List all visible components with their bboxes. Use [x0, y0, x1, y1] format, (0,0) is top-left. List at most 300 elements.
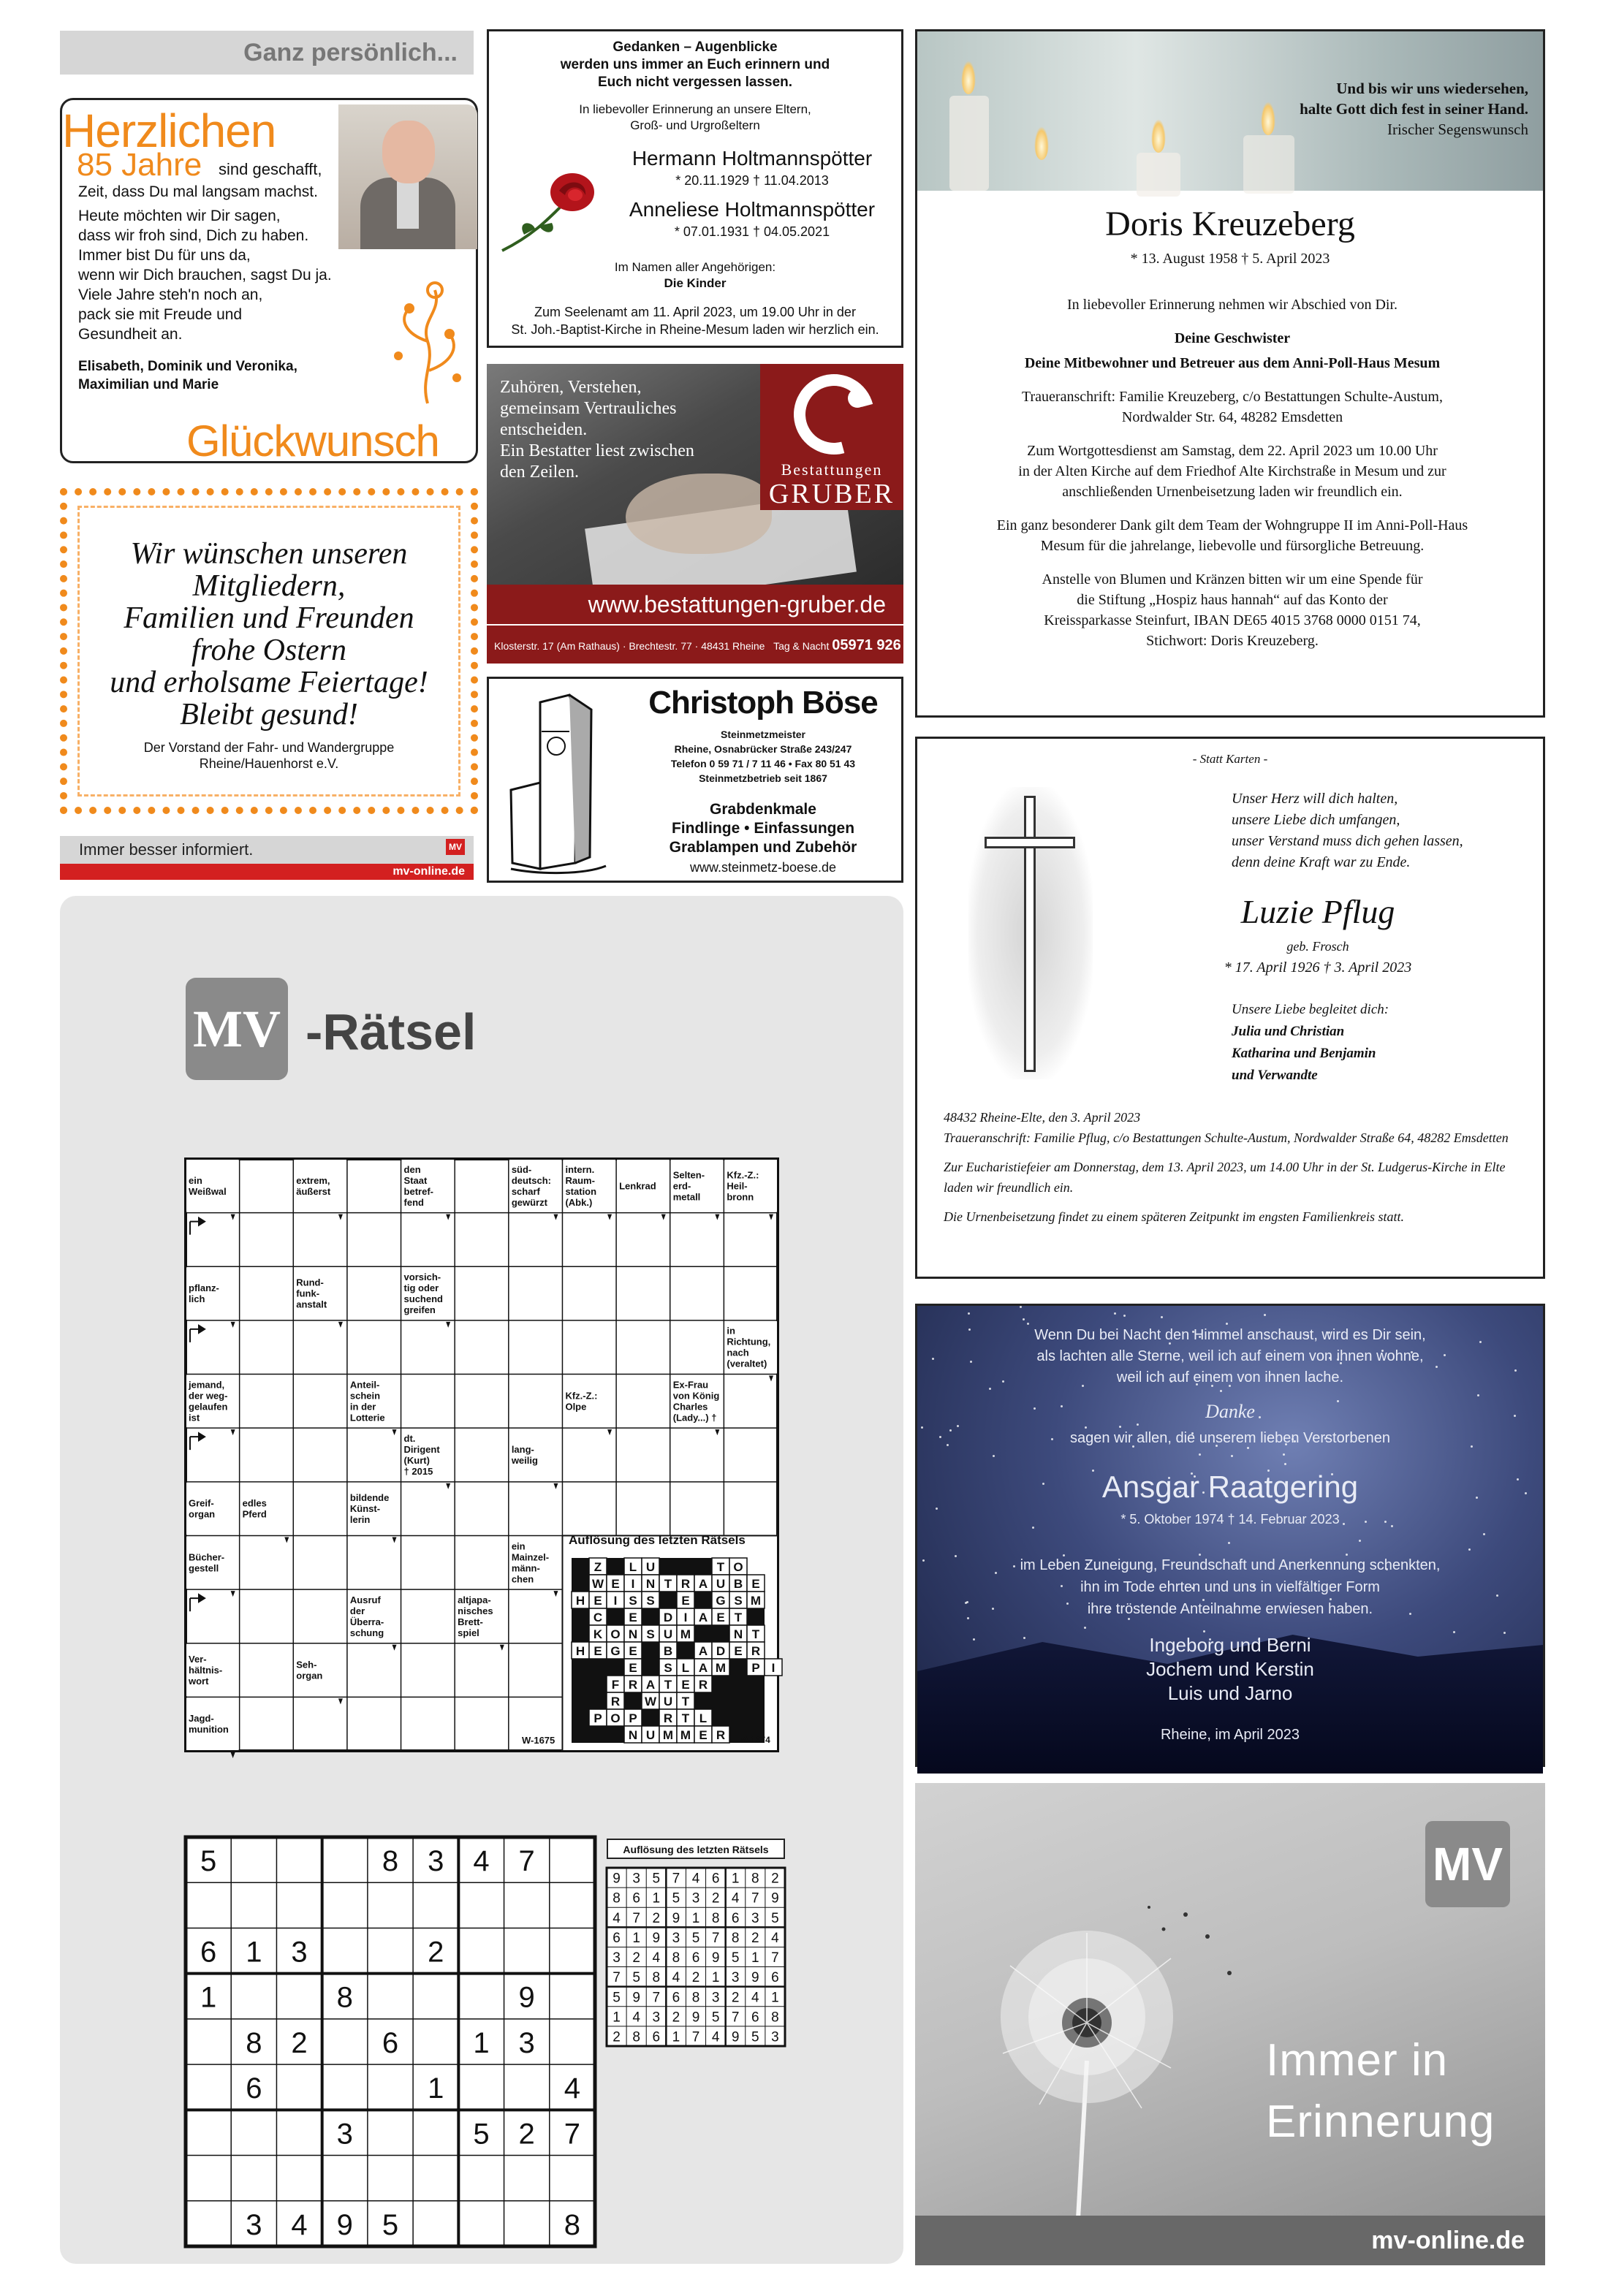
svg-text:Selten-: Selten- [672, 1169, 705, 1181]
solution-letter: E [629, 1661, 637, 1675]
star [1220, 1390, 1222, 1392]
svg-text:gelaufen: gelaufen [189, 1401, 228, 1413]
svg-text:organ: organ [189, 1508, 216, 1520]
solution-letter: T [681, 1711, 690, 1725]
birthday-poem-line: pack sie mit Freude und [78, 306, 243, 323]
svg-text:Staat: Staat [403, 1174, 428, 1186]
besser-url[interactable]: mv-online.de [60, 864, 474, 880]
sudoku-digit: 1 [246, 1936, 262, 1969]
svg-text:nisches: nisches [458, 1605, 493, 1616]
sudoku-digit: 9 [336, 2208, 353, 2241]
sudoku-solution-digit: 8 [652, 1970, 661, 1986]
crossword-clue [724, 1160, 777, 1220]
solution-letter: H [575, 1644, 585, 1658]
ansgar-sagen: sagen wir allen, die unserem lieben Verstorbenen [1069, 1430, 1391, 1446]
svg-text:Ausruf: Ausruf [349, 1594, 381, 1605]
svg-text:Mainzel-: Mainzel- [511, 1551, 550, 1563]
luzie-statt-karten: - Statt Karten - [1192, 752, 1268, 766]
doris-address: Traueranschrift: Familie Kreuzeberg, c/o Bestattungen Schulte-Austum, Nordwalder Str. 64, 48282 Emsdetten [1022, 389, 1443, 425]
star [1228, 1542, 1230, 1544]
crossword-clue [402, 1160, 455, 1220]
sudoku-digit: 3 [518, 2026, 535, 2059]
crossword-clue [240, 1483, 293, 1543]
sudoku-solution-digit: 5 [711, 2010, 720, 2026]
doris-service: Zum Wortgottesdienst am Samstag, dem 22. April 2023 um 10.00 Uhr in der Alten Kirche auf dem Friedhof Alte Kirchstraße in Mesum und zur anschließenden Urnenbeisetzung laden wir freundlich ein. [1018, 443, 1446, 500]
sudoku-solution-digit: 2 [613, 2029, 621, 2045]
crossword-clue [455, 1590, 508, 1651]
sudoku-solution-digit: 9 [691, 2010, 700, 2026]
sudoku-solution-digit: 2 [751, 1930, 759, 1946]
solution-letter: T [664, 1678, 672, 1692]
sudoku-solution-digit: 1 [771, 1990, 779, 2006]
birthday-footer: Glückwunsch [186, 417, 439, 465]
svg-text:Pferd: Pferd [242, 1508, 267, 1520]
sudoku-solution-digit: 1 [691, 1910, 700, 1926]
birthday-poem-line: Immer bist Du für uns da, [78, 247, 251, 264]
gruber-address: Klosterstr. 17 (Am Rathaus) · Brechtestr. 77 · 48431 Rheine [494, 640, 765, 652]
sudoku-solution-digit: 7 [613, 1970, 621, 1986]
solution-letter: D [663, 1611, 673, 1624]
sudoku-solution-digit: 3 [771, 2029, 779, 2045]
sudoku-solution-digit: 5 [691, 1930, 700, 1946]
star [1284, 1463, 1286, 1465]
svg-text:Heil-: Heil- [727, 1180, 748, 1192]
solution-letter: U [645, 1560, 656, 1574]
sudoku-solution-digit: 7 [771, 1950, 779, 1966]
raetsel-title: -Rätsel [306, 1003, 477, 1060]
crossword-clue [186, 1267, 239, 1328]
svg-text:station: station [565, 1185, 597, 1197]
solution-letter: C [593, 1611, 603, 1624]
svg-text:wort: wort [189, 1676, 209, 1687]
gruber-phone: 05971 926 [832, 637, 901, 653]
crossword-clue [509, 1429, 562, 1489]
svg-text:metall: metall [672, 1191, 701, 1203]
holt-dates-2: * 07.01.1931 † 04.05.2021 [674, 224, 830, 239]
boese-url[interactable]: www.steinmetz-boese.de [689, 860, 837, 875]
star [1483, 1533, 1485, 1535]
solution-letter: K [593, 1627, 603, 1641]
sudoku-solution-digit: 3 [632, 1871, 640, 1887]
svg-text:weilig: weilig [511, 1455, 538, 1466]
solution-letter: S [629, 1594, 637, 1608]
solution-letter: A [698, 1577, 708, 1591]
svg-text:Brett-: Brett- [458, 1616, 483, 1627]
sudoku-solution-digit: 9 [632, 1990, 640, 2006]
doris-siblings: Deine Geschwister [1174, 330, 1291, 346]
sudoku-solution-digit: 8 [672, 1950, 680, 1966]
gruber-slogan: Zuhören, Verstehen, gemeinsam Vertrauliches entscheiden. Ein Bestatter liest zwischen den Zeilen. [500, 378, 694, 482]
sudoku-digit: 6 [246, 2072, 262, 2105]
solution-letter: W [644, 1695, 657, 1708]
gruber-brand: GRUBER [768, 479, 895, 509]
sudoku-solution-digit: 5 [731, 1950, 740, 1966]
solution-letter: I [631, 1577, 635, 1591]
sudoku-digit: 2 [291, 2026, 308, 2059]
svg-text:funk-: funk- [296, 1288, 320, 1299]
svg-text:bildende: bildende [349, 1492, 390, 1504]
luzie-dates: * 17. April 1926 † 3. April 2023 [1224, 959, 1412, 976]
solution-letter: B [663, 1644, 673, 1658]
svg-text:organ: organ [296, 1670, 323, 1681]
star [1231, 1455, 1233, 1457]
doris-donation: Anstelle von Blumen und Kränzen bitten wir um eine Spende für die Stiftung „Hospiz haus hannah“ auf das Konto der Kreissparkasse Steinfurt, IBAN DE65 4015 3768 0000 0151 74, Stichwort: Doris Kreuzeberg. [1042, 571, 1423, 649]
svg-text:männ-: männ- [511, 1562, 540, 1574]
svg-text:Lotterie: Lotterie [349, 1412, 385, 1423]
svg-text:spiel: spiel [458, 1627, 479, 1638]
luzie-address: Traueranschrift: Familie Pflug, c/o Bestattungen Schulte-Austum, Nordwalder Straße 64, 48282 Emsdetten [944, 1130, 1509, 1145]
mv-besser-informiert-ad [60, 836, 474, 880]
solution-letter: N [733, 1627, 743, 1641]
ansgar-place: Rheine, im April 2023 [1160, 1727, 1300, 1743]
sudoku-solution-digit: 6 [731, 1910, 740, 1926]
svg-text:Anteil-: Anteil- [349, 1379, 380, 1391]
sudoku-digit: 4 [291, 2208, 308, 2241]
crossword-code: W-1675 [522, 1735, 555, 1746]
svg-text:chen: chen [511, 1573, 534, 1585]
sudoku-solution-digit: 5 [613, 1990, 621, 2006]
sudoku-digit: 6 [200, 1936, 217, 1969]
luzie-service: Zur Eucharistiefeier am Donnerstag, dem 13. April 2023, um 14.00 Uhr in der St. Ludgerus-Kirche in Elte laden wir freundlich ein. [944, 1160, 1506, 1195]
solution-letter: S [646, 1627, 655, 1641]
gruber-url[interactable]: www.bestattungen-gruber.de [487, 585, 903, 624]
sudoku-solution [607, 1868, 785, 2046]
sudoku-solution-digit: 6 [691, 1950, 700, 1966]
svg-text:Olpe: Olpe [565, 1401, 587, 1413]
solution-letter: U [663, 1627, 673, 1641]
svg-text:erd-: erd- [672, 1180, 691, 1192]
svg-text:äußerst: äußerst [296, 1185, 331, 1197]
solution-letter: A [698, 1644, 708, 1658]
solution-letter: E [699, 1728, 708, 1742]
svg-text:pflanz-: pflanz- [189, 1282, 219, 1294]
sudoku-solution-digit: 5 [771, 1910, 779, 1926]
mv-logo-icon: MV [186, 978, 288, 1080]
svg-text:extrem,: extrem, [296, 1174, 330, 1186]
solution-letter: L [681, 1661, 690, 1675]
dandelion-icon [966, 1893, 1244, 2258]
birthday-names: Elisabeth, Dominik und Veronika, Maximilian und Marie [78, 359, 297, 392]
sudoku-solution-digit: 8 [632, 2029, 640, 2045]
solution-letter: E [751, 1577, 760, 1591]
star [1114, 1312, 1116, 1315]
luzie-details [944, 1107, 1528, 1236]
ansgar-dates: * 5. Oktober 1974 † 14. Februar 2023 [1120, 1512, 1340, 1527]
svg-text:gewürzt: gewürzt [511, 1196, 547, 1208]
sudoku-solution-digit: 9 [711, 1950, 720, 1966]
solution-letter: M [750, 1594, 762, 1608]
solution-letter: I [771, 1661, 775, 1675]
svg-text:Kfz.-Z.:: Kfz.-Z.: [565, 1390, 598, 1402]
sudoku-solution-digit: 8 [691, 1990, 700, 2006]
sudoku-solution-digit: 3 [613, 1950, 621, 1966]
svg-text:Charles: Charles [672, 1401, 708, 1413]
crossword-clue [348, 1375, 401, 1436]
sudoku-solution-digit: 4 [652, 1950, 661, 1966]
crossword-clue [186, 1644, 239, 1705]
sudoku-digit: 2 [428, 1936, 444, 1969]
sudoku-digit: 8 [382, 1845, 399, 1878]
crossword-solution [569, 1536, 839, 1741]
solution-letter: B [733, 1577, 743, 1591]
gruber-phone-label: Tag & Nacht [773, 640, 830, 652]
solution-letter: R [663, 1711, 673, 1725]
crossword-clue [617, 1160, 670, 1220]
erinnerung-text: Immer in Erinnerung [1266, 2035, 1495, 2147]
holt-relatives-names: Die Kinder [664, 276, 727, 290]
birthday-poem-line: dass wir froh sind, Dich zu haben. [78, 227, 309, 244]
red-rose-icon [495, 163, 604, 258]
svg-text:Kfz.-Z.:: Kfz.-Z.: [727, 1169, 759, 1181]
solution-letter: L [629, 1560, 637, 1574]
holt-relatives [489, 259, 901, 292]
birthday-poem-line: wenn wir Dich brauchen, sagst Du ja. [78, 267, 332, 284]
solution-letter: P [629, 1711, 637, 1725]
doris-quote-line-2: halte Gott dich fest in seiner Hand. [1300, 100, 1528, 118]
sudoku-solution-digit: 6 [771, 1970, 779, 1986]
holt-relatives-label: Im Namen aller Angehörigen: [614, 260, 776, 274]
easter-ad [60, 488, 478, 814]
solution-letter: R [680, 1577, 691, 1591]
sudoku-digit: 1 [473, 2026, 490, 2059]
luzie-burial: Die Urnenbeisetzung findet zu einem späteren Zeitpunkt im engsten Familienkreis statt. [944, 1209, 1405, 1224]
sudoku-digit: 6 [382, 2026, 399, 2059]
sudoku-solution-digit: 2 [711, 1890, 720, 1907]
solution-letter: S [664, 1661, 672, 1675]
sudoku-solution-digit: 1 [613, 2010, 621, 2026]
sudoku-solution-digit: 8 [731, 1930, 740, 1946]
sudoku-digit: 7 [518, 1845, 535, 1878]
immer-in-erinnerung-ad [915, 1783, 1545, 2265]
sudoku-solution-digit: 9 [731, 2029, 740, 2045]
svg-text:greifen: greifen [403, 1304, 436, 1316]
sudoku-solution-digit: 5 [751, 2029, 759, 2045]
solution-letter: U [663, 1695, 673, 1708]
star [936, 1508, 938, 1510]
sudoku-solution-digit: 9 [652, 1930, 661, 1946]
star [1119, 1426, 1121, 1428]
star [968, 1312, 970, 1315]
luzie-family [1232, 999, 1539, 1087]
svg-text:nach: nach [727, 1347, 749, 1358]
ansgar-danke: Danke [1205, 1401, 1255, 1422]
svg-text:Bücher-: Bücher- [189, 1551, 225, 1563]
gruber-logo [760, 364, 903, 510]
sudoku-solution-digit: 7 [632, 1910, 640, 1926]
crossword-clue [509, 1160, 562, 1220]
svg-text:Dirigent: Dirigent [403, 1444, 440, 1455]
banner-ganz-persoenlich: Ganz persönlich... [60, 31, 474, 75]
solution-letter: S [734, 1594, 743, 1608]
svg-text:bronn: bronn [727, 1191, 754, 1203]
gruber-logo-icon [779, 360, 889, 469]
solution-letter: T [681, 1695, 690, 1708]
sudoku-digit: 8 [336, 1981, 353, 2014]
svg-text:Rund-: Rund- [296, 1277, 324, 1288]
solution-letter: E [681, 1594, 690, 1608]
crossword-clue [724, 1321, 777, 1382]
sudoku-digit: 1 [200, 1981, 217, 2014]
ansgar-poem: Wenn Du bei Nacht den Himmel anschaust, wird es Dir sein, als lachten alle Sterne, weil ich auf einem von ihnen wohne, weil ich auf einem von ihnen lache. [1034, 1327, 1426, 1385]
svg-text:(Lady...) †: (Lady...) † [672, 1412, 717, 1423]
birthday-poem-line: Gesundheit an. [78, 326, 183, 343]
doris-caregivers: Deine Mitbewohner und Betreuer aus dem Anni-Poll-Haus Mesum [1024, 355, 1441, 371]
sudoku-solution-digit: 4 [672, 1970, 680, 1986]
sudoku-solution-digit: 6 [751, 2010, 759, 2026]
sudoku-solution-digit: 2 [691, 1970, 700, 1986]
sudoku-solution-digit: 3 [731, 1970, 740, 1986]
star [1203, 1630, 1205, 1632]
solution-letter: T [751, 1627, 760, 1641]
easter-greeting: Wir wünschen unseren Mitgliedern, Familien und Freunden frohe Ostern und erholsame Feiertage! Bleibt gesund! [110, 537, 428, 731]
solution-letter: O [610, 1711, 621, 1725]
sudoku-solution-digit: 4 [731, 1890, 740, 1907]
luzie-place-date: 48432 Rheine-Elte, den 3. April 2023 [944, 1110, 1141, 1125]
svg-text:dt.: dt. [403, 1433, 416, 1444]
sudoku-solution-digit: 4 [632, 2010, 640, 2026]
sudoku-digit: 2 [518, 2118, 535, 2151]
crossword-clue [402, 1267, 455, 1328]
sudoku-solution-digit: 5 [652, 1871, 661, 1887]
crossword-clue [186, 1536, 239, 1597]
luzie-poem: Unser Herz will dich halten, unsere Liebe dich umfangen, unser Verstand muss dich gehen lassen, denn deine Kraft war zu Ende. [1232, 791, 1463, 870]
gruber-address-bar [487, 624, 903, 664]
sudoku-solution-digit: 4 [771, 1930, 779, 1946]
svg-text:Künst-: Künst- [349, 1503, 381, 1515]
star [957, 1425, 959, 1427]
solution-letter: O [733, 1560, 743, 1574]
doris-body [932, 294, 1533, 664]
sudoku-solution-digit: 7 [711, 1930, 720, 1946]
svg-text:† 2015: † 2015 [403, 1466, 433, 1477]
svg-text:lich: lich [189, 1293, 205, 1305]
ansgar-body: im Leben Zuneigung, Freundschaft und Anerkennung schenkten, ihn im Tode ehrten und uns in vielfältiger Form ihre tröstende Anteilnahme erwiesen haben. [1020, 1557, 1441, 1617]
solution-letter: G [716, 1594, 726, 1608]
ansgar-names: Ingeborg und Berni Jochem und Kerstin Luis und Jarno [1146, 1634, 1314, 1704]
svg-text:edles: edles [242, 1497, 267, 1509]
sudoku-digit: 5 [473, 2118, 490, 2151]
sudoku-digit: 3 [428, 1845, 444, 1878]
sudoku-digit: 7 [564, 2118, 581, 2151]
doris-name: Doris Kreuzeberg [1105, 205, 1355, 243]
crossword-clue [671, 1160, 724, 1220]
svg-text:ein: ein [189, 1174, 202, 1186]
solution-letter: U [645, 1728, 656, 1742]
doris-dates: * 13. August 1958 † 5. April 2023 [1130, 251, 1330, 267]
solution-letter: S [646, 1594, 655, 1608]
boese-stonemason-ad [487, 677, 903, 883]
sudoku-solution-digit: 1 [652, 1890, 661, 1907]
sudoku-digit: 9 [518, 1981, 535, 2014]
svg-text:betref-: betref- [403, 1185, 433, 1197]
holt-dates-1: * 20.11.1929 † 11.04.2013 [675, 173, 829, 188]
crossword-clue [294, 1160, 346, 1220]
sudoku-solution-digit: 2 [672, 2010, 680, 2026]
solution-letter: W [591, 1577, 604, 1591]
sudoku-grid[interactable] [186, 1837, 595, 2246]
crossword-clue [294, 1267, 346, 1328]
luzie-family-1: Julia und Christian [1232, 1024, 1345, 1039]
svg-text:anstalt: anstalt [296, 1299, 327, 1310]
sudoku-solution-digit: 2 [731, 1990, 740, 2006]
star [1199, 1453, 1201, 1456]
svg-text:tig oder: tig oder [403, 1282, 439, 1294]
luzie-family-label: Unsere Liebe begleitet dich: [1232, 1002, 1389, 1017]
sudoku-solution-digit: 7 [672, 1871, 680, 1887]
boese-details: Steinmetzmeister Rheine, Osnabrücker Straße 243/247 Telefon 0 59 71 / 7 11 46 • Fax 80 51 43 Steinmetzbetrieb seit 1867 [670, 729, 856, 784]
solution-letter: E [629, 1644, 637, 1658]
crossword-clue [348, 1590, 401, 1651]
svg-text:(veraltet): (veraltet) [727, 1358, 767, 1369]
doris-farewell: In liebevoller Erinnerung nehmen wir Abschied von Dir. [1066, 297, 1398, 313]
svg-text:scharf: scharf [511, 1185, 540, 1197]
solution-letter: H [575, 1594, 585, 1608]
sudoku-digit: 5 [382, 2208, 399, 2241]
ansgar-raatgering-thanks [915, 1304, 1545, 1767]
svg-text:in: in [727, 1325, 735, 1337]
star [1264, 1314, 1266, 1316]
star [1161, 1316, 1163, 1318]
birthday-age: 85 Jahre [77, 147, 202, 183]
luzie-family-2: Katharina und Benjamin [1232, 1046, 1376, 1061]
sudoku-solution-digit: 5 [632, 1970, 640, 1986]
sudoku-solution-digit: 3 [711, 1990, 720, 2006]
doris-quote [1300, 78, 1528, 140]
solution-letter: T [664, 1577, 672, 1591]
erinnerung-url[interactable]: mv-online.de [915, 2216, 1545, 2265]
solution-letter: M [662, 1728, 674, 1742]
svg-text:der: der [349, 1605, 365, 1616]
crossword-clue [294, 1644, 346, 1705]
solution-letter: T [734, 1611, 743, 1624]
star [1085, 1426, 1087, 1429]
sudoku-solution-digit: 8 [711, 1910, 720, 1926]
solution-letter: R [698, 1678, 708, 1692]
birthday-headline: Herzlichen [62, 104, 276, 157]
sudoku-solution-digit: 8 [613, 1890, 621, 1907]
holt-name-2: Anneliese Holtmannspötter [629, 198, 876, 221]
solution-letter: I [613, 1594, 618, 1608]
sudoku-solution-digit: 7 [652, 1990, 661, 2006]
crossword-clue [186, 1483, 239, 1543]
solution-letter: L [699, 1711, 708, 1725]
sudoku-solution-digit: 3 [751, 1910, 759, 1926]
solution-letter: P [593, 1711, 602, 1725]
boese-name: Christoph Böse [648, 685, 878, 721]
sudoku-solution-digit: 4 [691, 1871, 700, 1887]
svg-text:(Abk.): (Abk.) [565, 1196, 593, 1208]
sudoku-solution-digit: 8 [771, 2010, 779, 2026]
crossword-solution-code: W-1674 [740, 1735, 770, 1745]
crossword-clue [671, 1375, 724, 1436]
svg-text:suchend: suchend [403, 1293, 444, 1305]
sudoku-solution-digit: 3 [672, 1930, 680, 1946]
solution-letter: E [593, 1594, 602, 1608]
solution-letter: E [611, 1577, 620, 1591]
svg-text:ist: ist [189, 1412, 200, 1423]
crossword-clue [186, 1375, 239, 1436]
holt-memory: In liebevoller Erinnerung an unsere Eltern, Groß- und Urgroßeltern [579, 102, 811, 132]
doris-kreuzeberg-obituary [915, 29, 1545, 718]
sudoku-solution-digit: 9 [771, 1890, 779, 1907]
sudoku-solution-digit: 2 [652, 1910, 661, 1926]
svg-text:Überra-: Überra- [349, 1616, 384, 1627]
gruber-brand-top: Bestattungen [781, 460, 883, 479]
svg-text:schein: schein [349, 1390, 381, 1402]
sudoku-solution-digit: 2 [771, 1871, 779, 1887]
solution-letter: N [628, 1728, 638, 1742]
sudoku-solution-digit: 1 [672, 2029, 680, 2045]
